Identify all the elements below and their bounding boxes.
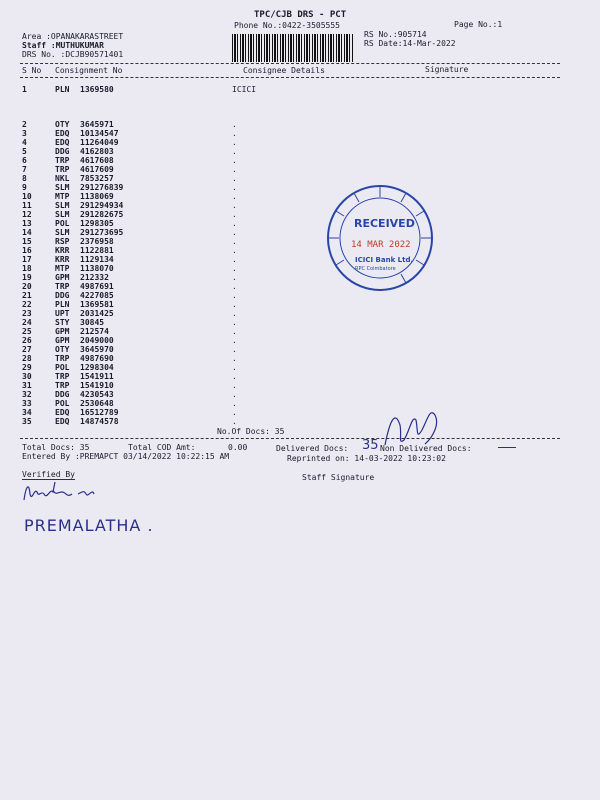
total-docs: Total Docs: 35: [22, 443, 90, 452]
row-prefix: GPM: [55, 336, 70, 345]
phone-number: Phone No.:0422-3505555: [234, 21, 340, 30]
row-prefix: TRP: [55, 381, 70, 390]
table-row: [22, 156, 322, 165]
row-number: 4617609: [80, 165, 114, 174]
table-row: [22, 210, 322, 219]
table-row: [22, 363, 322, 372]
row-consignee: .: [232, 336, 237, 345]
row-consignee: ICICI: [232, 85, 257, 94]
row-sno: 23: [22, 309, 32, 318]
row-prefix: PLN: [55, 300, 70, 309]
row-prefix: OTY: [55, 120, 70, 129]
row-consignee: .: [232, 300, 237, 309]
row-consignee: .: [232, 147, 237, 156]
row-sno: 34: [22, 408, 32, 417]
row-sno: 27: [22, 345, 32, 354]
row-number: 1369580: [80, 85, 114, 94]
verified-by-label: Verified By: [22, 470, 75, 479]
row-number: 3645971: [80, 120, 114, 129]
area: Area :OPANAKARASTREET: [22, 32, 124, 41]
row-prefix: PLN: [55, 85, 70, 94]
row-prefix: SLM: [55, 201, 70, 210]
row-number: 1298305: [80, 219, 114, 228]
row-consignee: .: [232, 327, 237, 336]
row-prefix: UPT: [55, 309, 70, 318]
non-delivered-docs: Non Delivered Docs:: [380, 444, 472, 453]
barcode: [232, 34, 354, 62]
row-consignee: .: [232, 399, 237, 408]
row-prefix: RSP: [55, 237, 70, 246]
stamp-received-text: RECEIVED: [354, 217, 415, 230]
row-prefix: DDG: [55, 147, 70, 156]
row-prefix: EDQ: [55, 417, 70, 426]
table-row: [22, 174, 322, 183]
table-row: [22, 192, 322, 201]
row-consignee: .: [232, 219, 237, 228]
table-row: [22, 327, 322, 336]
total-cod-label: Total COD Amt:: [128, 443, 196, 452]
row-consignee: .: [232, 264, 237, 273]
row-consignee: .: [232, 282, 237, 291]
row-sno: 20: [22, 282, 32, 291]
row-consignee: .: [232, 417, 237, 426]
row-number: 7853257: [80, 174, 114, 183]
row-sno: 22: [22, 300, 32, 309]
table-row: [22, 390, 322, 399]
table-row: [22, 381, 322, 390]
table-row: [22, 255, 322, 264]
col-signature: Signature: [425, 65, 469, 74]
row-prefix: TRP: [55, 372, 70, 381]
row-consignee: .: [232, 192, 237, 201]
row-consignee: .: [232, 372, 237, 381]
row-prefix: EDQ: [55, 138, 70, 147]
table-row: [22, 219, 322, 228]
row-number: 1369581: [80, 300, 114, 309]
row-sno: 5: [22, 147, 27, 156]
row-prefix: POL: [55, 363, 70, 372]
row-number: 291294934: [80, 201, 124, 210]
row-prefix: KRR: [55, 246, 70, 255]
table-row: [22, 399, 322, 408]
row-consignee: .: [232, 354, 237, 363]
row-sno: 3: [22, 129, 27, 138]
row-sno: 12: [22, 210, 32, 219]
row-number: 4227085: [80, 291, 114, 300]
table-row: [22, 120, 322, 129]
row-consignee: .: [232, 318, 237, 327]
row-sno: 35: [22, 417, 32, 426]
row-consignee: .: [232, 255, 237, 264]
staff-signature-label: Staff Signature: [302, 473, 375, 482]
row-consignee: .: [232, 408, 237, 417]
row-number: 1129134: [80, 255, 114, 264]
row-consignee: .: [232, 363, 237, 372]
row-consignee: .: [232, 210, 237, 219]
row-number: 212332: [80, 273, 109, 282]
row-number: 4162803: [80, 147, 114, 156]
row-prefix: SLM: [55, 210, 70, 219]
col-consignment: Consignment No: [55, 66, 123, 75]
table-row: [22, 354, 322, 363]
row-prefix: GPM: [55, 273, 70, 282]
row-number: 4617608: [80, 156, 114, 165]
table-row: [22, 318, 322, 327]
row-sno: 6: [22, 156, 27, 165]
drs-number: DRS No. :DCJB90571401: [22, 50, 124, 59]
table-row: [22, 336, 322, 345]
row-prefix: STY: [55, 318, 70, 327]
row-prefix: EDQ: [55, 408, 70, 417]
table-row: [22, 417, 322, 426]
row-sno: 28: [22, 354, 32, 363]
row-number: 4230543: [80, 390, 114, 399]
table-row: [22, 147, 322, 156]
row-number: 291273695: [80, 228, 124, 237]
handwritten-name: PREMALATHA .: [24, 516, 154, 535]
table-row: [22, 309, 322, 318]
divider: [20, 77, 560, 78]
table-row: [22, 291, 322, 300]
divider: [20, 438, 560, 439]
row-prefix: GPM: [55, 327, 70, 336]
row-sno: 2: [22, 120, 27, 129]
row-consignee: .: [232, 174, 237, 183]
row-number: 291282675: [80, 210, 124, 219]
row-sno: 10: [22, 192, 32, 201]
row-number: 3645970: [80, 345, 114, 354]
row-prefix: TRP: [55, 282, 70, 291]
table-row: [22, 138, 322, 147]
row-consignee: .: [232, 246, 237, 255]
reprinted-on: Reprinted on: 14-03-2022 10:23:02: [287, 454, 446, 463]
row-consignee: .: [232, 228, 237, 237]
row-consignee: .: [232, 183, 237, 192]
entered-by: Entered By :PREMAPCT 03/14/2022 10:22:15 AM: [22, 452, 230, 461]
table-row: [22, 228, 322, 237]
table-row: [22, 201, 322, 210]
stamp-date: 14 MAR 2022: [351, 240, 411, 250]
table-row: [22, 300, 322, 309]
row-number: 16512789: [80, 408, 119, 417]
row-sno: 26: [22, 336, 32, 345]
row-prefix: EDQ: [55, 129, 70, 138]
row-sno: 14: [22, 228, 32, 237]
col-sno: S No: [22, 66, 42, 75]
row-prefix: POL: [55, 219, 70, 228]
row-consignee: .: [232, 165, 237, 174]
row-sno: 31: [22, 381, 32, 390]
report-title: TPC/CJB DRS - PCT: [254, 10, 347, 20]
row-number: 1541910: [80, 381, 114, 390]
table-row: [22, 165, 322, 174]
row-sno: 13: [22, 219, 32, 228]
non-delivered-dash: [498, 447, 516, 448]
row-number: 4987690: [80, 354, 114, 363]
table-row: [22, 282, 322, 291]
row-consignee: .: [232, 381, 237, 390]
row-number: 10134547: [80, 129, 119, 138]
no-of-docs: No.Of Docs: 35: [217, 427, 285, 436]
row-sno: 25: [22, 327, 32, 336]
stamp-bank: ICICI Bank Ltd.: [355, 256, 414, 264]
row-number: 11264049: [80, 138, 119, 147]
row-number: 14874578: [80, 417, 119, 426]
row-number: 4987691: [80, 282, 114, 291]
row-prefix: KRR: [55, 255, 70, 264]
row-consignee: .: [232, 273, 237, 282]
table-row: [22, 183, 322, 192]
row-number: 1122881: [80, 246, 114, 255]
row-prefix: DDG: [55, 390, 70, 399]
row-sno: 24: [22, 318, 32, 327]
rs-number: RS No.:905714: [364, 30, 427, 39]
col-consignee: Consignee Details: [243, 66, 325, 75]
row-sno: 8: [22, 174, 27, 183]
row-sno: 1: [22, 85, 27, 94]
row-consignee: .: [232, 138, 237, 147]
row-number: 1138069: [80, 192, 114, 201]
row-sno: 32: [22, 390, 32, 399]
row-sno: 15: [22, 237, 32, 246]
row-consignee: .: [232, 129, 237, 138]
rs-date: RS Date:14-Mar-2022: [364, 39, 456, 48]
row-number: 2530648: [80, 399, 114, 408]
row-sno: 33: [22, 399, 32, 408]
table-row: [22, 273, 322, 282]
verifier-signature: [20, 478, 120, 506]
row-sno: 18: [22, 264, 32, 273]
received-stamp: [318, 183, 448, 293]
table-row: [22, 264, 322, 273]
row-number: 2049000: [80, 336, 114, 345]
row-number: 1298304: [80, 363, 114, 372]
row-sno: 16: [22, 246, 32, 255]
row-number: 291276839: [80, 183, 124, 192]
row-prefix: SLM: [55, 228, 70, 237]
table-row: [22, 408, 322, 417]
total-cod-value: 0.00: [228, 443, 248, 452]
row-prefix: OTY: [55, 345, 70, 354]
row-prefix: TRP: [55, 156, 70, 165]
table-row: [22, 246, 322, 255]
row-consignee: .: [232, 309, 237, 318]
row-consignee: .: [232, 390, 237, 399]
row-number: 1541911: [80, 372, 114, 381]
row-number: 30845: [80, 318, 105, 327]
row-consignee: .: [232, 201, 237, 210]
row-sno: 30: [22, 372, 32, 381]
row-prefix: TRP: [55, 165, 70, 174]
row-prefix: MTP: [55, 192, 70, 201]
row-consignee: .: [232, 345, 237, 354]
row-number: 2031425: [80, 309, 114, 318]
staff-name: Staff :MUTHUKUMAR: [22, 41, 104, 50]
row-prefix: TRP: [55, 354, 70, 363]
row-prefix: NKL: [55, 174, 70, 183]
page-number: Page No.:1: [454, 20, 503, 29]
row-prefix: MTP: [55, 264, 70, 273]
table-row: [22, 85, 322, 94]
table-row: [22, 345, 322, 354]
row-sno: 29: [22, 363, 32, 372]
row-consignee: .: [232, 291, 237, 300]
row-sno: 11: [22, 201, 32, 210]
row-prefix: DDG: [55, 291, 70, 300]
row-sno: 19: [22, 273, 32, 282]
table-row: [22, 129, 322, 138]
row-number: 2376958: [80, 237, 114, 246]
row-number: 212574: [80, 327, 109, 336]
delivered-docs-label: Delivered Docs:: [276, 444, 349, 453]
table-row: [22, 237, 322, 246]
delivered-docs-value: 35: [362, 438, 379, 453]
row-prefix: POL: [55, 399, 70, 408]
row-consignee: .: [232, 120, 237, 129]
row-sno: 17: [22, 255, 32, 264]
row-consignee: .: [232, 156, 237, 165]
row-sno: 7: [22, 165, 27, 174]
row-number: 1138070: [80, 264, 114, 273]
row-sno: 21: [22, 291, 32, 300]
row-consignee: .: [232, 237, 237, 246]
table-row: [22, 372, 322, 381]
row-sno: 9: [22, 183, 27, 192]
divider: [20, 63, 560, 64]
row-prefix: SLM: [55, 183, 70, 192]
stamp-place: RPC Coimbatore: [355, 266, 396, 272]
row-sno: 4: [22, 138, 27, 147]
